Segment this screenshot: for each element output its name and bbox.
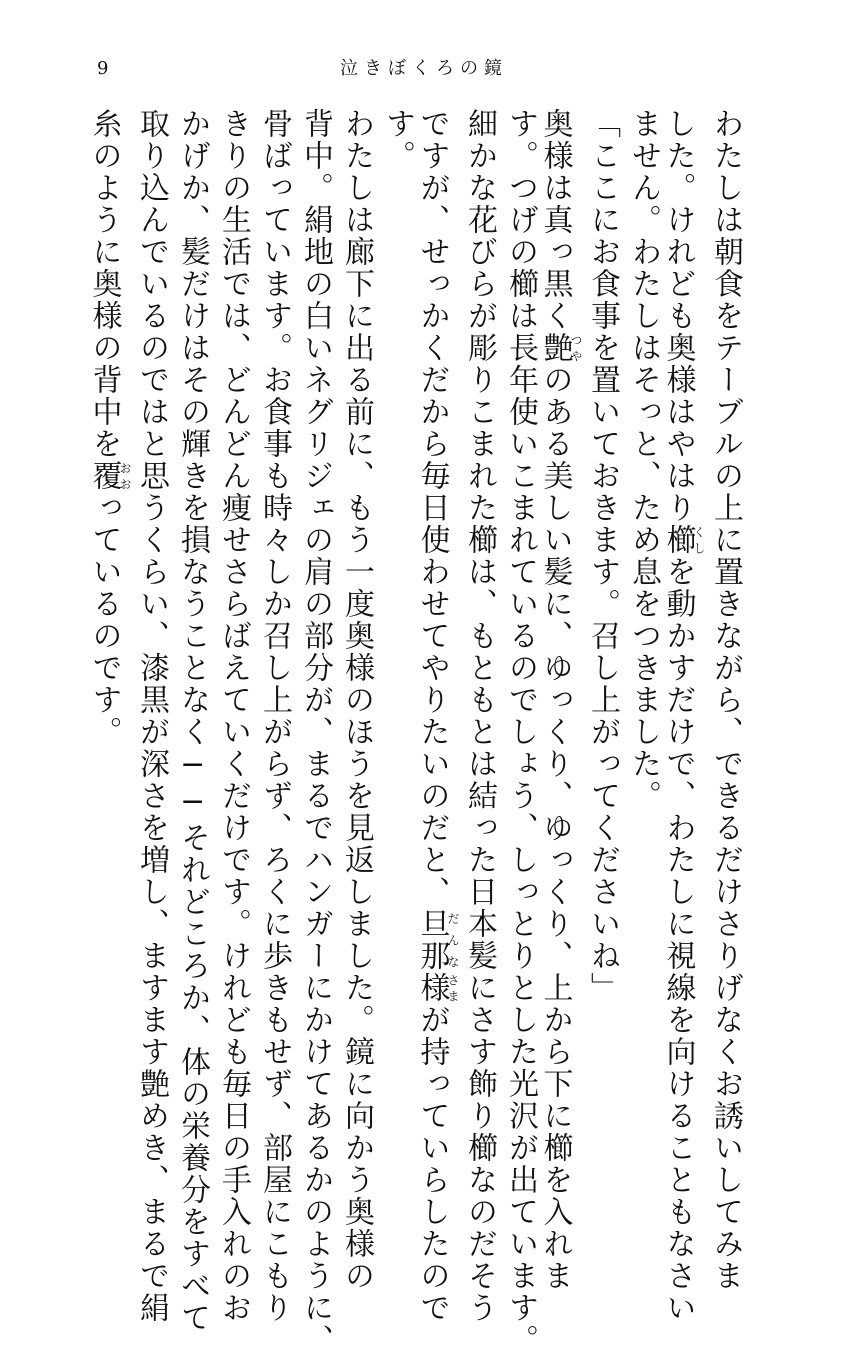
text-line-3: ません。わたしはそっと、ため息をつきました。 — [626, 108, 661, 812]
text-line-14: かげか、髪だけはその輝きを損なうことなく──それどころか、体の栄養分をすべて — [175, 108, 210, 1334]
text-line-5: 奥様は真っ黒く艶つやのある美しい髪に、ゆっくり、ゆっくり、上から下に櫛を入れま — [537, 108, 583, 1292]
text-line-8: ですが、せっかくだから毎日使わせてやりたいのだと、旦那だんな様さまが持っていらしたので — [414, 108, 460, 1324]
text-line-1: わたしは朝食をテーブルの上に置きながら、できるだけさりげなくお誘いしてみま — [708, 108, 743, 1292]
text-line-15: 取り込んでいるのではと思うくらい、漆黒が深さを増し、ますます艶めき、まるで絹 — [134, 108, 169, 1324]
body-text — [86, 108, 746, 1356]
text-line-4: 「ここにお食事を置いておきます。召し上がってくださいね」 — [585, 108, 620, 1004]
text-line-6: す。つげの櫛は長年使いこまれているのでしょう、しっとりとした光沢が出ています。 — [503, 108, 538, 1356]
text-line-9: す。 — [380, 108, 415, 172]
text-line-12: 骨ばっています。お食事も時々しか召し上がらず、ろくに歩きもせず、部屋にこもり — [257, 108, 292, 1324]
text-line-7: 細かな花びらが彫りこまれた櫛は、もともとは結った日本髪にさす飾り櫛なのだそう — [462, 108, 497, 1324]
text-line-16: 糸のように奥様の背中を覆おおっているのです。 — [86, 108, 132, 748]
text-line-11: 背中。絹地の白いネグリジェの肩の部分が、まるでハンガーにかけてあるかのように、 — [298, 108, 333, 1356]
page-number: 9 — [97, 58, 109, 79]
text-line-10: わたしは廊下に出る前に、もう一度奥様のほうを見返しました。鏡に向かう奥様の — [339, 108, 374, 1292]
running-title: 泣きぼくろの鏡 — [340, 58, 508, 79]
text-line-13: きりの生活では、どんどん痩せさらばえていくだけです。けれども毎日の手入れのお — [216, 108, 251, 1324]
text-line-2: した。けれども奥様はやはり櫛くしを動かすだけで、わたしに視線を向けることもなさい — [660, 108, 706, 1324]
